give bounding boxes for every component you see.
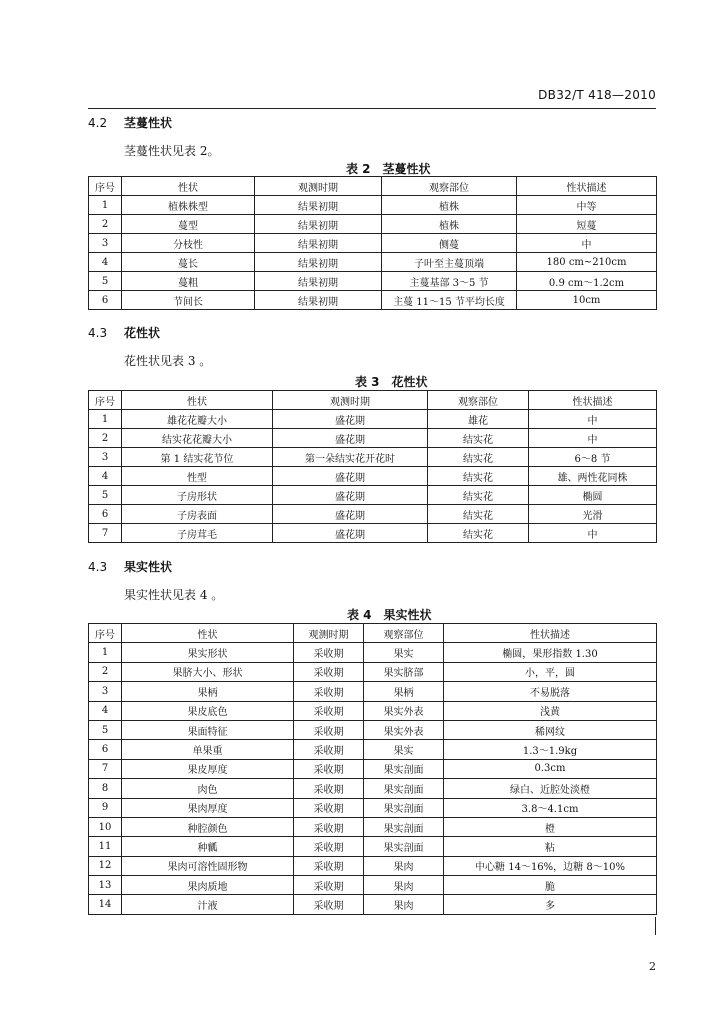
table-cell: 中心糖 14～16%，边糖 8～10% bbox=[444, 856, 657, 875]
table-cell: 中 bbox=[517, 234, 657, 253]
table-cell: 5 bbox=[89, 720, 122, 739]
table-cell: 1 bbox=[89, 643, 122, 662]
table-header-cell: 性状描述 bbox=[517, 177, 657, 196]
table-cell: 0.9 cm～1.2cm bbox=[517, 272, 657, 291]
document-code: DB32/T 418—2010 bbox=[538, 88, 656, 102]
table-row bbox=[89, 682, 657, 701]
section-heading-stem bbox=[88, 114, 172, 131]
table-cell: 果实 bbox=[364, 740, 444, 759]
table-header-row bbox=[89, 177, 657, 196]
table-cell: 果实脐部 bbox=[364, 662, 444, 681]
table-row bbox=[89, 662, 657, 681]
table-cell: 采收期 bbox=[294, 856, 364, 875]
table-row bbox=[89, 196, 657, 215]
table-cell: 果实形状 bbox=[122, 643, 294, 662]
table-cell: 盛花期 bbox=[273, 429, 428, 448]
table-cell: 多 bbox=[444, 895, 657, 914]
table4-title: 果实性状 bbox=[383, 608, 432, 622]
table-row bbox=[89, 429, 657, 448]
table-cell: 12 bbox=[89, 856, 122, 875]
table-cell: 盛花期 bbox=[273, 505, 428, 524]
table-cell: 180 cm~210cm bbox=[517, 253, 657, 272]
table-cell: 盛花期 bbox=[273, 467, 428, 486]
table-cell: 小，平，圆 bbox=[444, 662, 657, 681]
section-title: 花性状 bbox=[124, 326, 161, 340]
table-cell: 果实剖面 bbox=[364, 837, 444, 856]
table-cell: 3 bbox=[89, 682, 122, 701]
table-cell: 采收期 bbox=[294, 740, 364, 759]
table-cell: 1.3～1.9kg bbox=[444, 740, 657, 759]
table-cell: 4 bbox=[89, 467, 122, 486]
section-number: 4.3 bbox=[88, 560, 108, 574]
table-cell: 果实外表 bbox=[364, 720, 444, 739]
table-row bbox=[89, 467, 657, 486]
section-number: 4.3 bbox=[88, 326, 108, 340]
section-title: 茎蔓性状 bbox=[124, 116, 173, 130]
table-row bbox=[89, 643, 657, 662]
table4-continuation-rule bbox=[655, 917, 656, 935]
table-header-cell: 性状 bbox=[122, 391, 273, 410]
table-header-cell: 观察部位 bbox=[428, 391, 529, 410]
table-cell: 1 bbox=[89, 410, 122, 429]
table-cell: 4 bbox=[89, 253, 122, 272]
table-header-cell: 性状描述 bbox=[529, 391, 657, 410]
table-cell: 3 bbox=[89, 234, 122, 253]
table2-number: 表 2 bbox=[346, 162, 371, 176]
table-cell: 汁液 bbox=[122, 895, 294, 914]
table-cell: 果肉质地 bbox=[122, 876, 294, 895]
table-row bbox=[89, 505, 657, 524]
table-cell: 中 bbox=[529, 429, 657, 448]
table-cell: 10 bbox=[89, 817, 122, 836]
table-cell: 第 1 结实花节位 bbox=[122, 448, 273, 467]
table-cell: 粘 bbox=[444, 837, 657, 856]
section-paragraph-stem: 茎蔓性状见表 2。 bbox=[124, 144, 220, 158]
table-cell: 结果初期 bbox=[255, 291, 382, 310]
section-paragraph-fruit: 果实性状见表 4 。 bbox=[124, 588, 224, 602]
table-header-cell: 序号 bbox=[89, 624, 122, 643]
table-cell: 短蔓 bbox=[517, 215, 657, 234]
table-row bbox=[89, 253, 657, 272]
table-cell: 13 bbox=[89, 876, 122, 895]
table-cell: 结果初期 bbox=[255, 272, 382, 291]
table-header-cell: 性状描述 bbox=[444, 624, 657, 643]
table-cell: 侧蔓 bbox=[382, 234, 517, 253]
section-number: 4.2 bbox=[88, 116, 108, 130]
table-cell: 8 bbox=[89, 779, 122, 798]
table-cell: 脆 bbox=[444, 876, 657, 895]
table-cell: 10cm bbox=[517, 291, 657, 310]
table-cell: 蔓长 bbox=[122, 253, 255, 272]
table-cell: 盛花期 bbox=[273, 524, 428, 543]
table4-number: 表 4 bbox=[347, 608, 372, 622]
section-paragraph-flower: 花性状见表 3 。 bbox=[124, 354, 212, 368]
table-row bbox=[89, 720, 657, 739]
table-cell: 采收期 bbox=[294, 798, 364, 817]
table-cell: 采收期 bbox=[294, 817, 364, 836]
table-cell: 主蔓 11～15 节平均长度 bbox=[382, 291, 517, 310]
table-cell: 5 bbox=[89, 486, 122, 505]
table3-caption bbox=[355, 373, 428, 390]
table-cell: 果实剖面 bbox=[364, 798, 444, 817]
table-cell: 6 bbox=[89, 740, 122, 759]
table-row bbox=[89, 876, 657, 895]
table-cell: 肉色 bbox=[122, 779, 294, 798]
table-row bbox=[89, 486, 657, 505]
section-heading-fruit bbox=[88, 558, 172, 575]
table-cell: 稀网纹 bbox=[444, 720, 657, 739]
table3-title: 花性状 bbox=[391, 375, 428, 389]
table-header-cell: 性状 bbox=[122, 624, 294, 643]
table-cell: 果柄 bbox=[122, 682, 294, 701]
table-cell: 结果初期 bbox=[255, 253, 382, 272]
table-cell: 中等 bbox=[517, 196, 657, 215]
table-cell: 果面特征 bbox=[122, 720, 294, 739]
table-cell: 橙 bbox=[444, 817, 657, 836]
table-cell: 子房茸毛 bbox=[122, 524, 273, 543]
table-cell: 中 bbox=[529, 524, 657, 543]
table-cell: 蔓粗 bbox=[122, 272, 255, 291]
table-cell: 采收期 bbox=[294, 662, 364, 681]
table-cell: 子房形状 bbox=[122, 486, 273, 505]
table-row bbox=[89, 837, 657, 856]
table-cell: 结实花 bbox=[428, 448, 529, 467]
table-cell: 果肉可溶性固形物 bbox=[122, 856, 294, 875]
table-cell: 1 bbox=[89, 196, 122, 215]
table-cell: 果肉 bbox=[364, 876, 444, 895]
table-cell: 结果初期 bbox=[255, 234, 382, 253]
table-cell: 结果初期 bbox=[255, 196, 382, 215]
table-cell: 节间长 bbox=[122, 291, 255, 310]
table-header-cell: 观察部位 bbox=[364, 624, 444, 643]
table4-caption bbox=[347, 606, 432, 623]
table-cell: 7 bbox=[89, 759, 122, 778]
table-cell: 采收期 bbox=[294, 876, 364, 895]
table-cell: 4 bbox=[89, 701, 122, 720]
table-cell: 6 bbox=[89, 505, 122, 524]
table-cell: 椭圆，果形指数 1.30 bbox=[444, 643, 657, 662]
table-cell: 果柄 bbox=[364, 682, 444, 701]
table-cell: 第一朵结实花开花时 bbox=[273, 448, 428, 467]
table-cell: 中 bbox=[529, 410, 657, 429]
table-row bbox=[89, 410, 657, 429]
table3-number: 表 3 bbox=[355, 375, 380, 389]
table-row bbox=[89, 759, 657, 778]
table-row bbox=[89, 856, 657, 875]
table-row bbox=[89, 895, 657, 914]
table-cell: 果实剖面 bbox=[364, 759, 444, 778]
table-cell: 采收期 bbox=[294, 779, 364, 798]
table-row bbox=[89, 215, 657, 234]
table-cell: 绿白、近腔处淡橙 bbox=[444, 779, 657, 798]
section-heading-flower bbox=[88, 324, 160, 341]
table-cell: 0.3cm bbox=[444, 759, 657, 778]
table-row bbox=[89, 272, 657, 291]
table-cell: 浅黄 bbox=[444, 701, 657, 720]
table-cell: 3 bbox=[89, 448, 122, 467]
table-cell: 种瓤 bbox=[122, 837, 294, 856]
table-row bbox=[89, 798, 657, 817]
table-cell: 2 bbox=[89, 215, 122, 234]
table-cell: 5 bbox=[89, 272, 122, 291]
table3 bbox=[88, 390, 657, 543]
table-cell: 果实 bbox=[364, 643, 444, 662]
table-cell: 9 bbox=[89, 798, 122, 817]
table-header-cell: 观察部位 bbox=[382, 177, 517, 196]
table-cell: 果实外表 bbox=[364, 701, 444, 720]
table-row bbox=[89, 448, 657, 467]
table-header-cell: 观测时期 bbox=[294, 624, 364, 643]
table-cell: 果肉 bbox=[364, 856, 444, 875]
table-cell: 2 bbox=[89, 429, 122, 448]
table4 bbox=[88, 623, 657, 915]
table2-caption bbox=[346, 160, 431, 177]
table-cell: 雄、两性花同株 bbox=[529, 467, 657, 486]
table-cell: 植株 bbox=[382, 196, 517, 215]
table-cell: 主蔓基部 3～5 节 bbox=[382, 272, 517, 291]
table-cell: 采收期 bbox=[294, 895, 364, 914]
table-cell: 果实剖面 bbox=[364, 779, 444, 798]
table-cell: 雄花花瓣大小 bbox=[122, 410, 273, 429]
table-cell: 6～8 节 bbox=[529, 448, 657, 467]
table-cell: 结实花 bbox=[428, 524, 529, 543]
table-row bbox=[89, 234, 657, 253]
table-row bbox=[89, 291, 657, 310]
table-cell: 结实花 bbox=[428, 505, 529, 524]
table-row bbox=[89, 524, 657, 543]
table-row bbox=[89, 701, 657, 720]
table-header-cell: 观测时期 bbox=[255, 177, 382, 196]
table-cell: 单果重 bbox=[122, 740, 294, 759]
table-cell: 植株 bbox=[382, 215, 517, 234]
table-row bbox=[89, 817, 657, 836]
table-cell: 结果初期 bbox=[255, 215, 382, 234]
table-cell: 果皮底色 bbox=[122, 701, 294, 720]
table-header-cell: 序号 bbox=[89, 177, 122, 196]
table-cell: 盛花期 bbox=[273, 410, 428, 429]
table-cell: 采收期 bbox=[294, 643, 364, 662]
table-cell: 植株株型 bbox=[122, 196, 255, 215]
table-cell: 蔓型 bbox=[122, 215, 255, 234]
table-cell: 果肉 bbox=[364, 895, 444, 914]
table-cell: 采收期 bbox=[294, 759, 364, 778]
table-cell: 结实花 bbox=[428, 429, 529, 448]
table-cell: 子叶至主蔓顶端 bbox=[382, 253, 517, 272]
table2 bbox=[88, 176, 657, 310]
table-cell: 盛花期 bbox=[273, 486, 428, 505]
table-cell: 结实花 bbox=[428, 486, 529, 505]
table-cell: 11 bbox=[89, 837, 122, 856]
page-number: 2 bbox=[649, 960, 656, 973]
table-header-cell: 序号 bbox=[89, 391, 122, 410]
table-cell: 果皮厚度 bbox=[122, 759, 294, 778]
table-cell: 子房表面 bbox=[122, 505, 273, 524]
table-cell: 采收期 bbox=[294, 682, 364, 701]
table-cell: 分枝性 bbox=[122, 234, 255, 253]
table-cell: 3.8～4.1cm bbox=[444, 798, 657, 817]
table-cell: 14 bbox=[89, 895, 122, 914]
table-cell: 果实剖面 bbox=[364, 817, 444, 836]
table-cell: 6 bbox=[89, 291, 122, 310]
table-row bbox=[89, 779, 657, 798]
table-cell: 果肉厚度 bbox=[122, 798, 294, 817]
table-cell: 结实花花瓣大小 bbox=[122, 429, 273, 448]
table-cell: 不易脱落 bbox=[444, 682, 657, 701]
table-cell: 果脐大小、形状 bbox=[122, 662, 294, 681]
section-title: 果实性状 bbox=[124, 560, 173, 574]
table-cell: 2 bbox=[89, 662, 122, 681]
table-cell: 采收期 bbox=[294, 837, 364, 856]
table-cell: 7 bbox=[89, 524, 122, 543]
table-cell: 椭圆 bbox=[529, 486, 657, 505]
table2-title: 茎蔓性状 bbox=[382, 162, 431, 176]
header-rule bbox=[88, 108, 656, 109]
table-cell: 采收期 bbox=[294, 720, 364, 739]
table-cell: 性型 bbox=[122, 467, 273, 486]
table-header-cell: 性状 bbox=[122, 177, 255, 196]
table-cell: 采收期 bbox=[294, 701, 364, 720]
table-header-row bbox=[89, 624, 657, 643]
table-header-row bbox=[89, 391, 657, 410]
table-header-cell: 观测时期 bbox=[273, 391, 428, 410]
table-cell: 光滑 bbox=[529, 505, 657, 524]
table-row bbox=[89, 740, 657, 759]
table-cell: 雄花 bbox=[428, 410, 529, 429]
table-cell: 结实花 bbox=[428, 467, 529, 486]
table-cell: 种腔颜色 bbox=[122, 817, 294, 836]
